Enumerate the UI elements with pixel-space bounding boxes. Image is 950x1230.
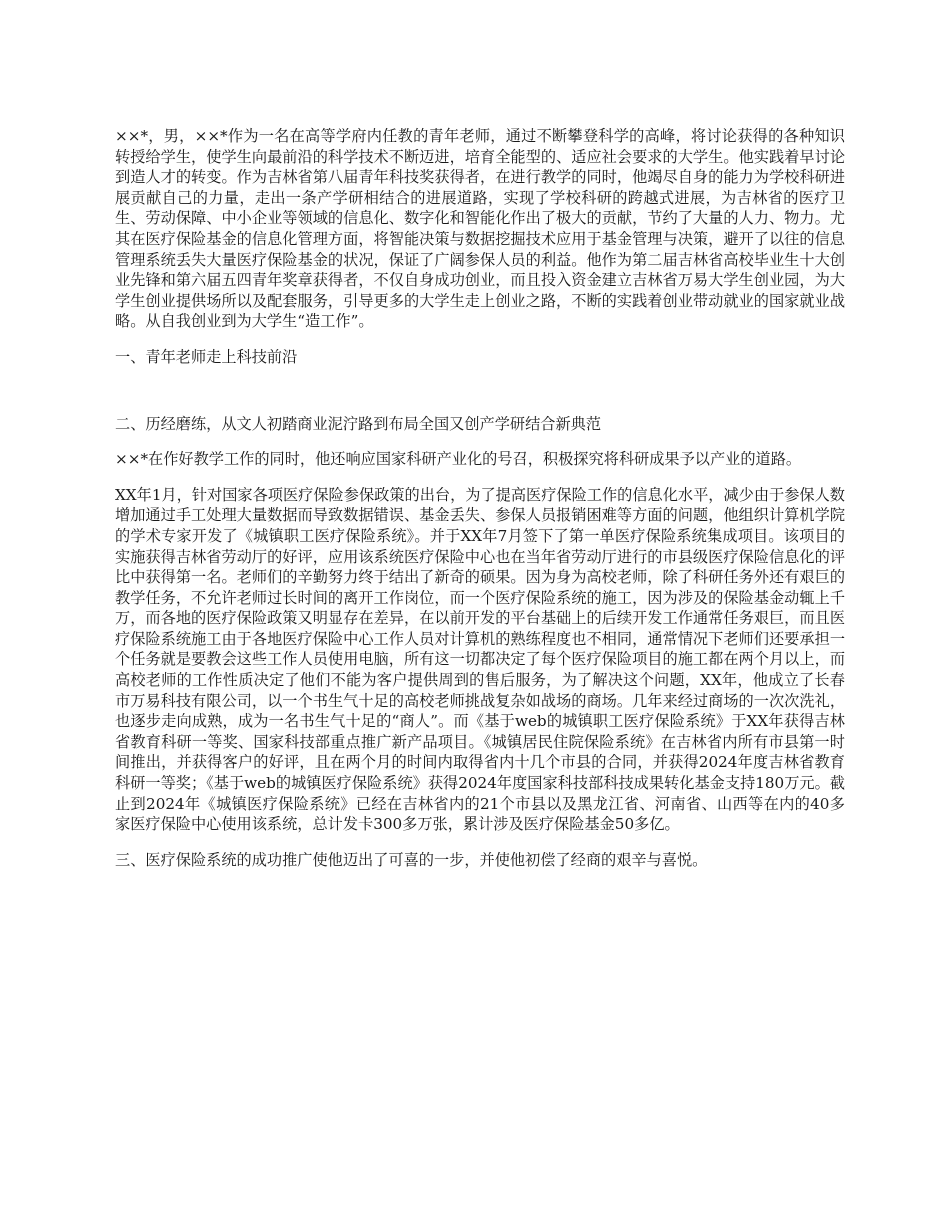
business-intro-paragraph: ××*在作好教学工作的同时，他还响应国家科研产业化的号召，积极探究将科研成果予以产业的道路。 [115,450,802,469]
medical-insurance-paragraph: XX年1月，针对国家各项医疗保险参保政策的出台，为了提高医疗保险工作的信息化水平，减少由于参保人数增加通过手工处理大量数据而导致数据错误、基金丢失、参保人员报销困难等方面的问题，他组织计算机学院的学术专家开发了《城镇职工医疗保险系统》。并于XX年7月签下了第一单医疗保险系统集成项目。该项目的实施获得吉林省劳动厅的好评，应用该系统医疗保险中心也在当年省劳动厅进行的市县级医疗保险信息化的评比中获得第一名。老师们的辛勤努力终于结出了新奇的硕果。因为身为高校老师，除了科研任务外还有艰巨的教学任务，不允许老师过长时间的离开工作岗位，而一个医疗保险系统的施工，因为涉及的保险基金动辄上千万，而各地的医疗保险政策又明显存在差异，在以前开发的平台基础上的后续开发工作通常任务艰巨，而且医疗保险系统施工由于各地医疗保险中心工作人员对计算机的熟练程度也不相同，通常情况下老师们还要承担一个任务就是要教会这些工作人员使用电脑，所有这一切都决定了每个医疗保险项目的施工都在两个月以上，而高校老师的工作性质决定了他们不能为客户提供周到的售后服务，为了解决这个问题，XX年，他成立了长春市万易科技有限公司，以一个书生气十足的高校老师挑战复杂如战场的商场。几年来经过商场的一次次洗礼，也逐步走向成熟，成为一名书生气十足的“商人”。而《基于web的城镇职工医疗保险系统》于XX年获得吉林省教育科研一等奖、国家科技部重点推广新产品项目。《城镇居民住院保险系统》在吉林省内所有市县第一时间推出，并获得客户的好评，且在两个月的时间内取得省内十几个市县的合同，并获得2024年度吉林省教育科研一等奖；《基于web的城镇医疗保险系统》获得2024年度国家科技部科技成果转化基金支持180万元。截止到2024年《城镇医疗保险系统》已经在吉林省内的21个市县以及黑龙江省、河南省、山西等在内的40多家医疗保险中心使用该系统，总计发卡300多万张，累计涉及医疗保险基金50多亿。 [115,485,845,834]
blank-spacer [115,383,845,414]
section-heading-3: 三、医疗保险系统的成功推广使他迈出了可喜的一步，并使他初偿了经商的艰辛与喜悦。 [115,850,708,869]
section-heading-1: 一、青年老师走上科技前沿 [115,347,298,366]
intro-paragraph: ××*，男，××*作为一名在高等学府内任教的青年老师，通过不断攀登科学的高峰，将讨论获得的各种知识转授给学生，使学生向最前沿的科学技术不断迈进，培育全能型的、适应社会要求的大学生。他实践着早讨论到造人才的转变。作为吉林省第八届青年科技奖获得者，在进行教学的同时，他竭尽自身的能力为学校科研进展贡献自己的力量，走出一条产学研相结合的进展道路，实现了学校科研的跨越式进展，为吉林省的医疗卫生、劳动保障、中小企业等领域的信息化、数字化和智能化作出了极大的贡献，节约了大量的人力、物力。尤其在医疗保险基金的信息化管理方面，将智能决策与数据挖掘技术应用于基金管理与决策，避开了以往的信息管理系统丢失大量医疗保险基金的状况，保证了广阔参保人员的利益。他作为第二届吉林省高校毕业生十大创业先锋和第六届五四青年奖章获得者，不仅自身成功创业，而且投入资金建立吉林省万易大学生创业园，为大学生创业提供场所以及配套服务，引导更多的大学生走上创业之路，不断的实践着创业带动就业的国家就业战略。从自我创业到为大学生“造工作”。 [115,127,845,331]
document-body [115,126,845,885]
section-heading-2: 二、历经磨练，从文人初踏商业泥泞路到布局全国又创产学研结合新典范 [115,414,601,433]
